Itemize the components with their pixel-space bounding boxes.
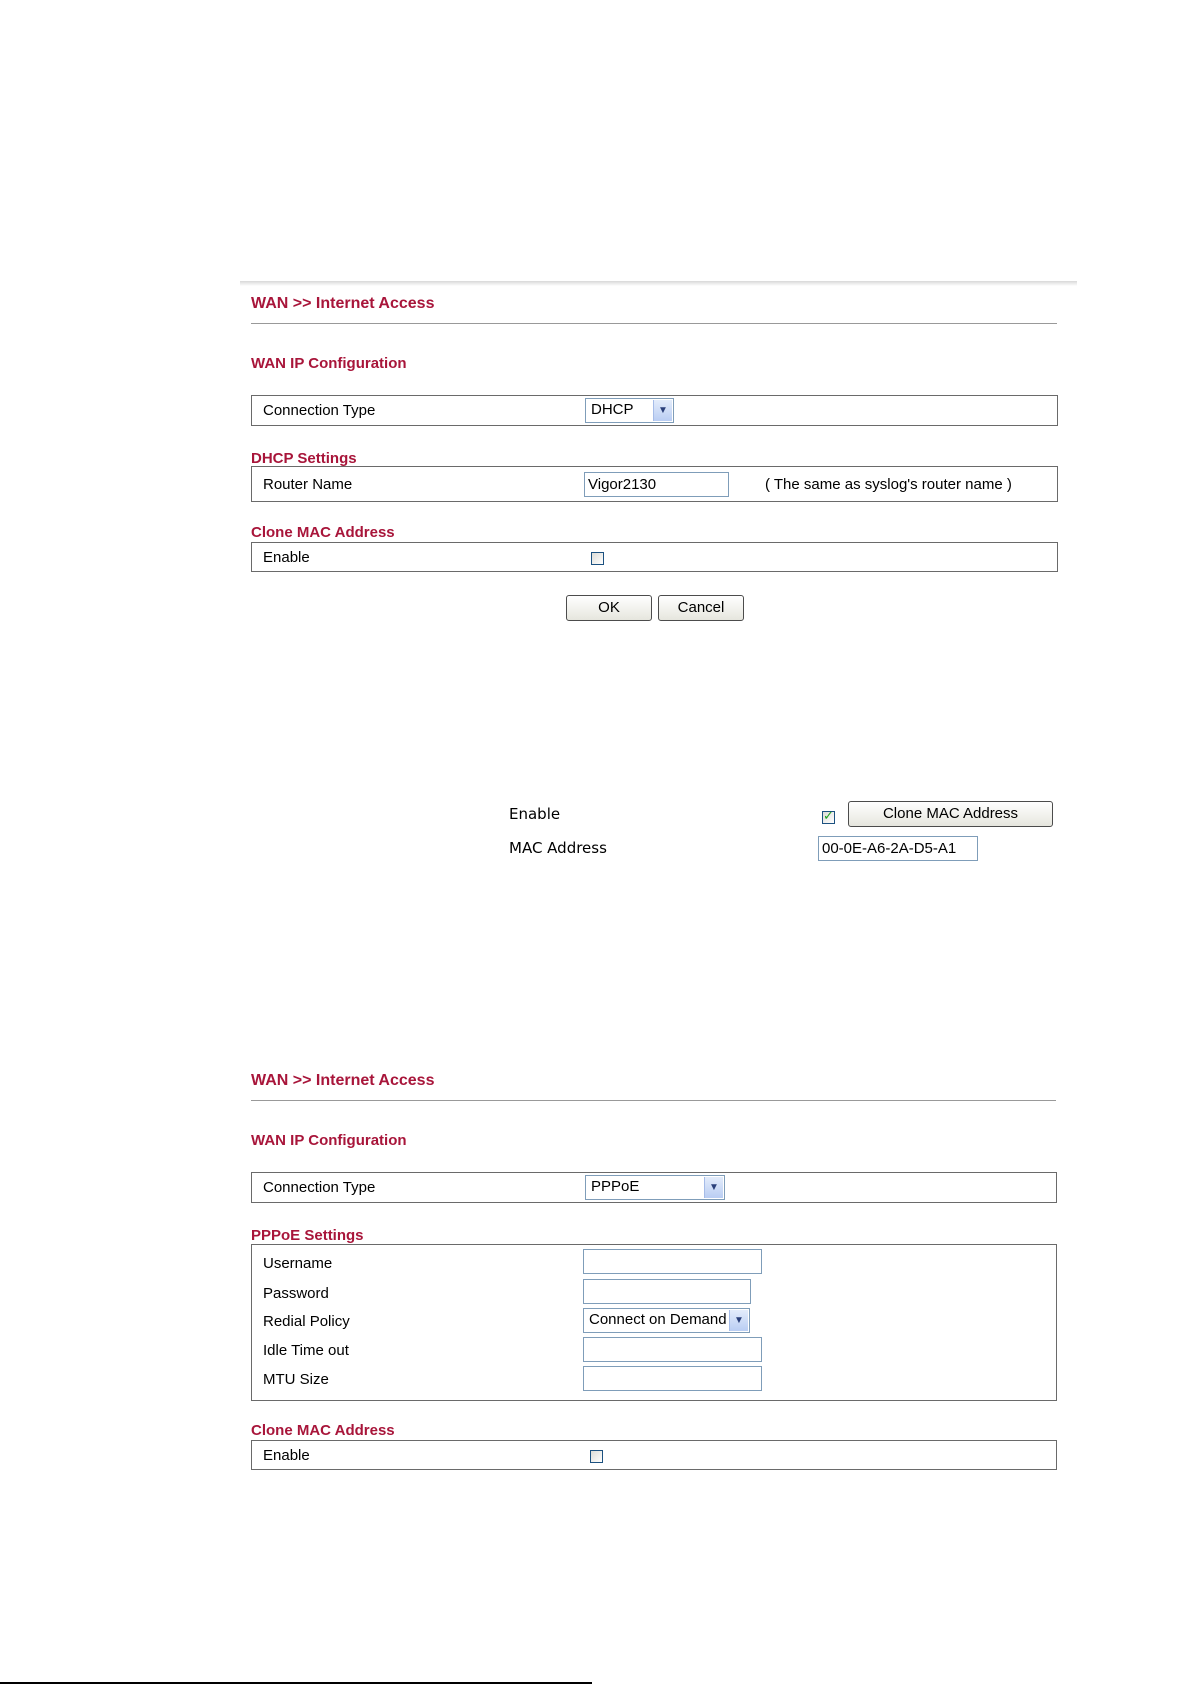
title-divider-2 <box>251 1100 1056 1101</box>
username-label: Username <box>263 1255 333 1272</box>
wan-ip-config-title-2: WAN IP Configuration <box>251 1132 407 1149</box>
dhcp-settings-box <box>251 466 1058 502</box>
connection-type-label-2: Connection Type <box>263 1179 376 1196</box>
top-shadow-line <box>240 281 1077 286</box>
title-divider <box>251 323 1057 324</box>
mtu-size-label: MTU Size <box>263 1371 329 1388</box>
chevron-down-icon[interactable]: ▼ <box>653 400 672 421</box>
clone-mac-box-2 <box>251 1440 1057 1470</box>
mac-address-input[interactable] <box>818 836 978 861</box>
clone-mac-address-button[interactable]: Clone MAC Address <box>848 801 1053 827</box>
enable-label: Enable <box>263 549 310 566</box>
router-name-input[interactable] <box>584 472 729 497</box>
pppoe-settings-box <box>251 1244 1057 1401</box>
connection-type-select-2[interactable] <box>585 1175 725 1200</box>
enable-checkbox[interactable] <box>591 552 604 565</box>
redial-policy-label: Redial Policy <box>263 1313 350 1330</box>
clone-mac-title-2: Clone MAC Address <box>251 1422 395 1439</box>
enable-checkbox-2[interactable] <box>590 1450 603 1463</box>
router-name-hint: ( The same as syslog's router name ) <box>765 476 1012 493</box>
clone-mac-box <box>251 542 1058 572</box>
clone-enable-label: Enable <box>509 805 561 823</box>
mtu-size-input[interactable] <box>583 1366 762 1391</box>
footer-line <box>0 1682 592 1684</box>
idle-timeout-label: Idle Time out <box>263 1342 349 1359</box>
mac-address-label: MAC Address <box>509 839 607 857</box>
wan-ip-config-title: WAN IP Configuration <box>251 355 407 372</box>
clone-mac-title: Clone MAC Address <box>251 524 395 541</box>
enable-label-2: Enable <box>263 1447 310 1464</box>
checkmark-icon: ✓ <box>823 808 834 823</box>
connection-type-label: Connection Type <box>263 402 376 419</box>
connection-type-value: DHCP <box>591 401 634 418</box>
username-input[interactable] <box>583 1249 762 1274</box>
page-title: WAN >> Internet Access <box>251 295 435 312</box>
idle-timeout-input[interactable] <box>583 1337 762 1362</box>
dhcp-settings-title: DHCP Settings <box>251 450 357 467</box>
connection-type-box <box>251 395 1058 426</box>
chevron-down-icon[interactable]: ▼ <box>729 1310 748 1331</box>
connection-type-select[interactable] <box>585 398 674 423</box>
ok-button[interactable]: OK <box>566 595 652 621</box>
chevron-down-icon[interactable]: ▼ <box>704 1177 723 1198</box>
password-label: Password <box>263 1285 329 1302</box>
connection-type-value-2: PPPoE <box>591 1178 640 1195</box>
redial-policy-select[interactable] <box>583 1308 750 1333</box>
clone-enable-checkbox[interactable] <box>822 808 835 824</box>
password-input[interactable] <box>583 1279 751 1304</box>
router-name-label: Router Name <box>263 476 353 493</box>
pppoe-settings-title: PPPoE Settings <box>251 1227 364 1244</box>
connection-type-box-2 <box>251 1172 1057 1203</box>
cancel-button[interactable]: Cancel <box>658 595 744 621</box>
page-title-2: WAN >> Internet Access <box>251 1072 435 1089</box>
redial-policy-value: Connect on Demand <box>589 1311 727 1328</box>
